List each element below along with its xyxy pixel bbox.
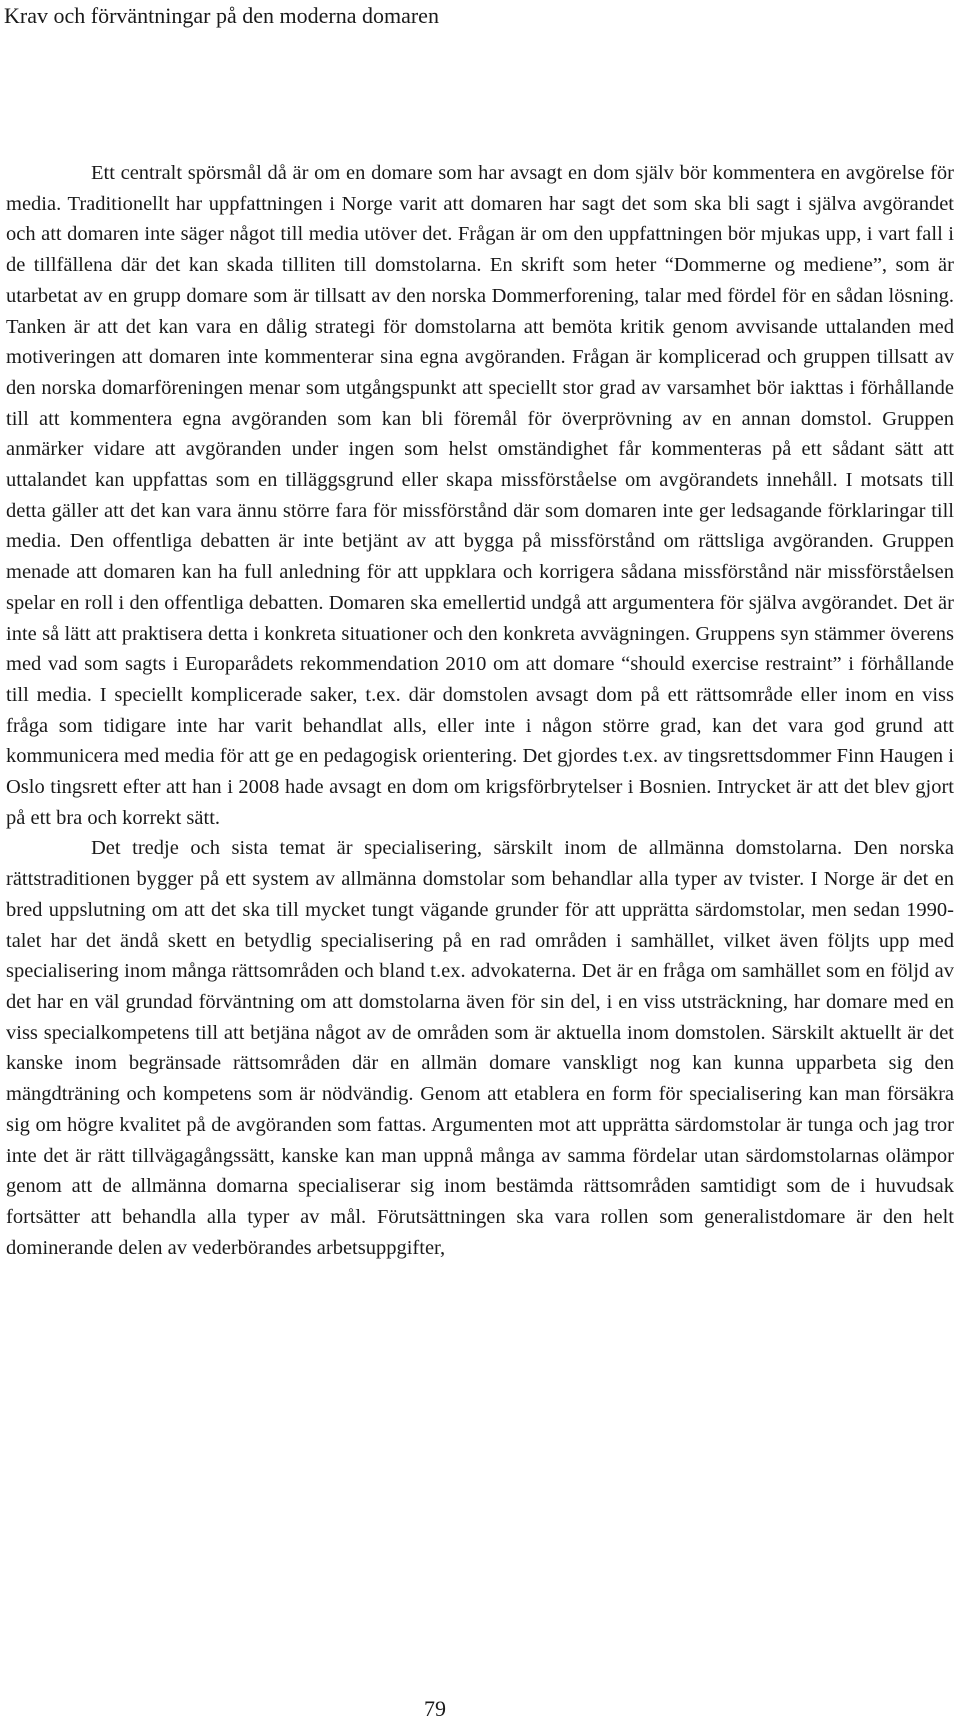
page-number: 79: [424, 1696, 446, 1721]
paragraph-media-comments: Ett centralt spörsmål då är om en domare som har avsagt en dom själv bör kommentera en avgörelse för media. Traditionellt har uppfattningen i Norge varit att domaren har sagt det som ska bli sagt i själva avgörandet och att domaren inte säger något till media utöver det. Frågan är om den uppfattningen bör mjukas upp, i vart fall i de tillfällena där det kan skada tilliten till domstolarna. En skrift som heter “Dommerne og mediene”, som är utarbetat av en grupp domare som är tillsatt av den norska Dommerforening, talar med fördel för en sådan lösning. Tanken är att det kan vara en dålig strategi för domstolarna att bemöta kritik genom avvisande uttalanden med motiveringen att domaren inte kommenterar sina egna avgöranden. Frågan är komplicerad och gruppen tillsatt av den norska domarföreningen menar som utgångspunkt att speciellt stor grad av varsamhet bör iakttas i förhållande till att kommentera egna avgöranden som kan bli föremål för överprövning av en annan domstol. Gruppen anmärker vidare att avgöranden under ingen som helst omständighet får kommenteras på ett sådant sätt att uttalandet kan uppfattas som en tilläggsgrund eller skapa missförståelse om avgörandets innehåll. I motsats till detta gäller att det kan vara ännu större fara för missförstånd där som domaren inte ger ledsagande förklaringar till media. Den offentliga debatten är inte betjänt av att bygga på missförstånd om rättsliga avgöranden. Gruppen menade att domaren kan ha full anledning för att uppklara och korrigera sådana missförstånd när missförståelsen spelar en roll i den offentliga debatten. Domaren ska emellertid undgå att argumentera för själva avgörandet. Det är inte så lätt att praktisera detta i konkreta situationer och den konkreta avvägningen. Gruppens syn stämmer överens med vad som sagts i Europarådets rekommendation 2010 om att domare “should exercise restraint” i förhållande till media. I speciellt komplicerade saker, t.ex. där domstolen avsagt dom på ett rättsområde eller inom en viss fråga som tidigare inte har varit behandlat alls, eller inte i någon större grad, kan det vara god grund att kommunicera med media för att ge en pedagogisk orientering. Det gjordes t.ex. av tingsrettsdommer Finn Haugen i Oslo tingsrett efter att han i 2008 hade avsagt en dom om krigsförbrytelser i Bosnien. Intrycket är att det blev gjort på ett bra och korrekt sätt.: [6, 162, 954, 829]
running-header: Krav och förväntningar på den moderna domaren: [4, 3, 439, 28]
paragraph-specialisation: Det tredje och sista temat är specialisering, särskilt inom de allmänna domstolarna. Den norska rättstraditionen bygger på ett system av allmänna domstolar som behandlar alla typer av tvister. I Norge är det en bred uppslutning om att det ska till mycket tungt vägande grunder för att upprätta särdomstolar, men sedan 1990-talet har det ändå skett en betydlig specialisering på en rad områden i samhället, vilket även följts upp med specialisering inom många rättsområden och bland t.ex. advokaterna. Det är en fråga om samhället som en följd av det har en väl grundad förväntning om att domstolarna även för sin del, i en viss utsträckning, har domare med en viss specialkompetens till att betjäna något av de områden som är aktuella inom domstolen. Särskilt aktuellt är det kanske inom begränsade rättsområden där en allmän domare vanskligt nog kan kunna upparbeta sig den mängdträning och kompetens som är nödvändig. Genom att etablera en form för specialisering kan man försäkra sig om högre kvalitet på de avgöranden som fattas. Argumenten mot att upprätta särdomstolar är tunga och jag tror inte det är rätt tillvägagångssätt, kanske kan man uppnå många av samma fördelar utan särdomstolarnas olämpor genom att de allmänna domarna specialiserar sig inom bestämda rättsområden samtidigt som de i huvudsak fortsätter att behandla alla typer av mål. Förutsättningen ska vara rollen som generalistdomare är den helt dominerande delen av vederbörandes arbetsuppgifter,: [6, 837, 954, 1259]
body-text: [6, 158, 954, 1263]
